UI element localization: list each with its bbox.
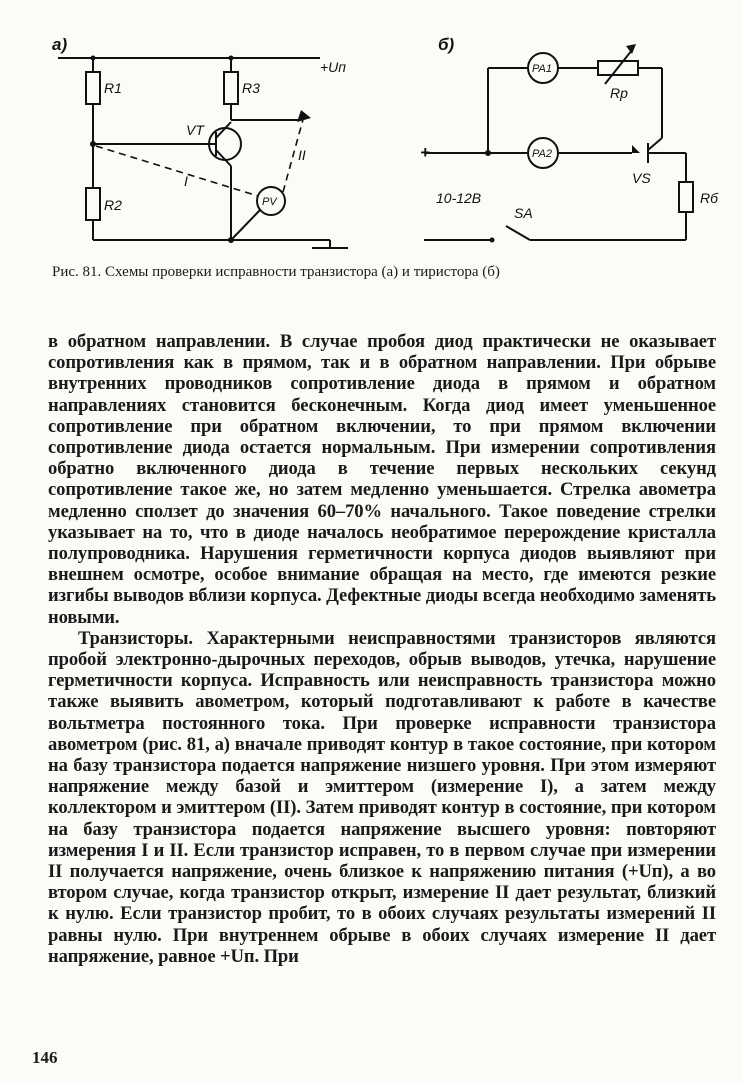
figure-81 xyxy=(0,0,742,300)
paragraph-text: Характерными неисправностями транзисторов являются пробой электронно-дырочных переходов, обрыв выводов, утечка, нарушение герметичности корпуса. Исправность или неисправность транзистора можно также выявить авометром, который подготавливают к работе в качестве вольтметра постоянного тока. При проверке исправности транзистора авометром (рис. 81, а) вначале приводят контур в такое состояние, при котором на базу транзистора подается напряжение низшего уровня. При этом измеряют напряжение между базой и эмиттером (измерение I), а затем между коллектором и эмиттером (II). Затем приводят контур в состояние, при котором на базу транзистора подается напряжение высшего уровня: повторяют измерения I и II. Если транзистор исправен, то в первом случае при измерении II получается напряжение, очень близкое к напряжению питания (+Uп), а во втором случае, когда транзистор открыт, измерение II дает результат, близкий к нулю. Если транзистор пробит, то в обоих случаях результаты измерений II равны нулю. При внутреннем обрыве в обоих случаях измерение II дает напряжение, равное +Uп. При xyxy=(48,627,716,967)
label-sa: SA xyxy=(514,205,533,221)
paragraph-text: в обратном направлении. В случае пробоя диод практически не оказывает сопротивления как в прямом, так и в обратном направлении. При обрыве внутренних проводников сопротивление диода в прямом и обратном направлениях становится бесконечным. Когда диод имеет уменьшенное сопротивление при обратном включении, то при прямом включении сопротивление диода остается нормальным. При измерении сопротивления обратно включенного диода в течение первых нескольких секунд сопротивление такое же, но затем медленно уменьшается. Стрелка авометра медленно сползет до значения 60–70% начального. Такое поведение стрелки указывает на то, что в диоде началось необратимое перерождение кристалла полупроводника. Нарушения герметичности корпуса диодов выявляют при внешнем осмотре, особое внимание обращая на место, где имеются резкие изгибы выводов вблизи корпуса. Дефектные диоды всегда необходимо заменять новыми. xyxy=(48,331,716,628)
circuit-diagrams xyxy=(0,0,742,260)
label-vs: VS xyxy=(632,170,651,186)
paragraph-transistors xyxy=(48,628,716,967)
label-measurement-i: I xyxy=(184,173,188,189)
label-pv: PV xyxy=(262,196,277,208)
label-plus: + xyxy=(420,143,430,162)
label-measurement-ii: II xyxy=(298,147,306,163)
paragraph-diodes xyxy=(48,331,716,628)
label-rp: Rр xyxy=(610,85,628,101)
label-voltage: 10-12В xyxy=(436,190,482,206)
label-pa2: PA2 xyxy=(532,148,552,160)
section-lead-transistors: Транзисторы. xyxy=(78,627,193,649)
label-r2: R2 xyxy=(104,197,122,213)
body-text xyxy=(48,331,716,967)
label-pa1: PA1 xyxy=(532,63,552,75)
page-number: 146 xyxy=(32,1048,58,1067)
panel-b-label: б) xyxy=(438,35,455,54)
label-r3: R3 xyxy=(242,80,260,96)
panel-a-label: а) xyxy=(52,35,68,54)
figure-caption: Рис. 81. Схемы проверки исправности транзистора (а) и тиристора (б) xyxy=(52,264,500,280)
label-rb: Rб xyxy=(700,190,718,206)
label-supply: +Uп xyxy=(320,59,346,75)
label-vt: VT xyxy=(186,122,204,138)
label-r1: R1 xyxy=(104,80,122,96)
